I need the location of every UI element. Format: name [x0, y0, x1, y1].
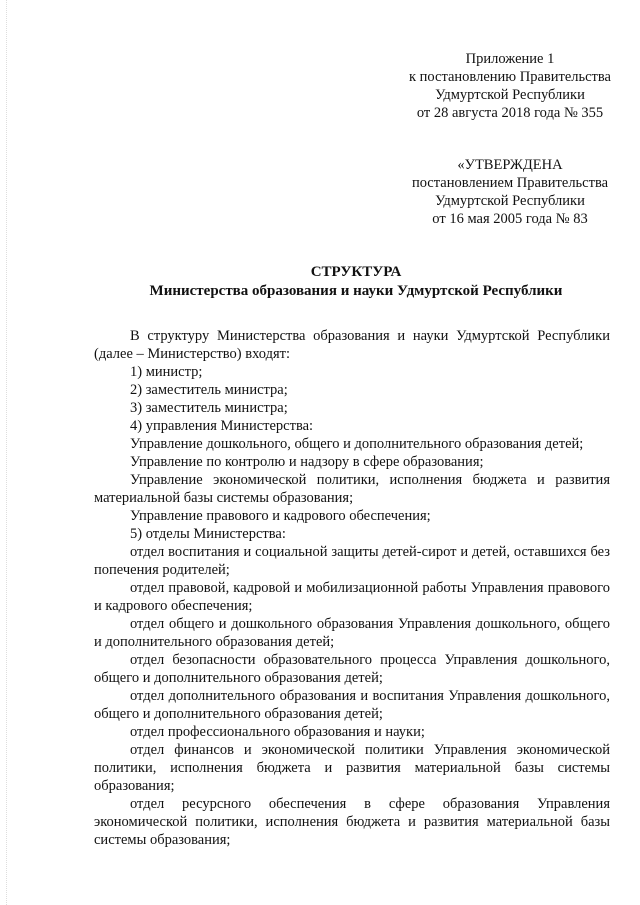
body-paragraph: Управление правового и кадрового обеспечения; [130, 508, 431, 524]
body-paragraph: отдел финансов и экономической политики Управления экономической политики, исполнения бюджета и развития материальной базы системы образования; [94, 742, 610, 794]
appendix-header [390, 50, 630, 122]
body-paragraph: 4) управления Министерства: [130, 418, 314, 434]
body-paragraph: Управление по контролю и надзору в сфере образования; [130, 454, 484, 470]
body-paragraph: отдел ресурсного обеспечения в сфере образования Управления экономической политики, исполнения бюджета и развития материальной базы системы образования; [94, 796, 610, 848]
body-paragraph: отдел правовой, кадровой и мобилизационной работы Управления правового и кадрового обеспечения; [94, 580, 610, 614]
body-paragraph: Управление экономической политики, исполнения бюджета и развития материальной базы системы образования; [94, 472, 610, 506]
document-title: СТРУКТУРА [310, 264, 402, 280]
body-paragraph: Управление дошкольного, общего и дополнительного образования детей; [130, 436, 584, 452]
appendix-line-4: от 28 августа 2018 года № 355 [416, 105, 604, 121]
document-body [94, 327, 610, 849]
body-paragraph: отдел профессионального образования и науки; [130, 724, 425, 740]
scan-edge [0, 0, 7, 905]
body-paragraph: отдел воспитания и социальной защиты детей-сирот и детей, оставшихся без попечения родителей; [94, 544, 610, 578]
approval-line-1: «УТВЕРЖДЕНА [457, 157, 563, 173]
body-paragraph: отдел дополнительного образования и воспитания Управления дошкольного, общего и дополнительного образования детей; [94, 688, 610, 722]
approval-header [390, 156, 630, 228]
body-paragraph: 3) заместитель министра; [130, 400, 288, 416]
approval-line-3: Удмуртской Республики [435, 193, 585, 209]
appendix-line-3: Удмуртской Республики [435, 87, 585, 103]
body-paragraph: В структуру Министерства образования и науки Удмуртской Республики (далее – Министерство) входят: [94, 328, 610, 362]
body-paragraph: 5) отделы Министерства: [130, 526, 286, 542]
body-paragraph: 2) заместитель министра; [130, 382, 288, 398]
document-subtitle: Министерства образования и науки Удмуртской Республики [149, 283, 563, 299]
body-paragraph: отдел безопасности образовательного процесса Управления дошкольного, общего и дополнительного образования детей; [94, 652, 610, 686]
appendix-line-2: к постановлению Правительства [409, 69, 611, 85]
body-paragraph: 1) министр; [130, 364, 203, 380]
approval-line-4: от 16 мая 2005 года № 83 [432, 211, 588, 227]
body-paragraph: отдел общего и дошкольного образования Управления дошкольного, общего и дополнительного образования детей; [94, 616, 610, 650]
approval-line-2: постановлением Правительства [411, 175, 609, 191]
appendix-line-1: Приложение 1 [465, 51, 555, 67]
